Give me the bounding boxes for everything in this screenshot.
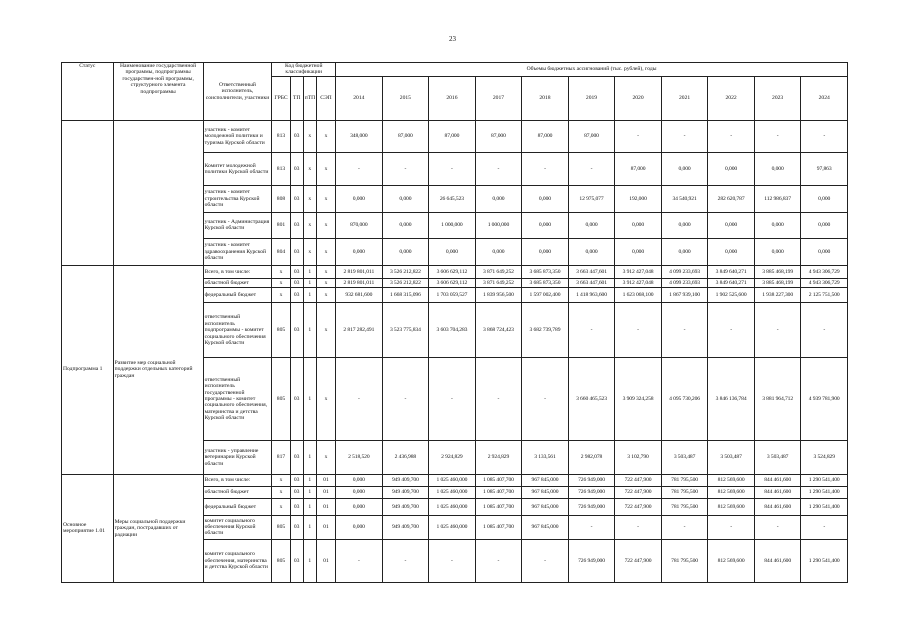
value-cell: 1 085 407,700	[475, 499, 522, 515]
value-cell: 4 943 306,729	[801, 278, 848, 287]
value-cell: -	[336, 153, 383, 186]
grbs-cell: 805	[272, 515, 290, 539]
value-cell: 0,000	[708, 239, 755, 266]
value-cell: 1 597 002,400	[522, 288, 569, 303]
value-cell: 3 523 775,834	[382, 303, 429, 358]
ptp-cell: 1	[303, 499, 316, 515]
header-tp: ТП	[290, 76, 303, 120]
header-year: 2018	[522, 76, 569, 120]
value-cell: -	[708, 303, 755, 358]
sep-cell: х	[316, 239, 335, 266]
status-cell: Основное мероприятие 1.01	[62, 474, 114, 582]
value-cell: 3 526 212,822	[382, 278, 429, 287]
grbs-cell: х	[272, 474, 290, 486]
executor-cell: комитет социального обеспечения Курской области	[203, 515, 272, 539]
value-cell: -	[382, 153, 429, 186]
executor-cell: участник - комитет молодежной политики и туризма Курской области	[203, 120, 272, 153]
header-executor: Ответственный исполнитель, соисполнители, участники	[203, 63, 272, 121]
tp-cell: 03	[290, 358, 303, 441]
value-cell: 0,000	[801, 186, 848, 213]
value-cell: 3 871 649,252	[475, 278, 522, 287]
value-cell: 2 125 751,500	[801, 288, 848, 303]
value-cell: 0,000	[382, 186, 429, 213]
tp-cell: 03	[290, 153, 303, 186]
value-cell: 3 606 629,112	[429, 265, 476, 278]
sep-cell: 01	[316, 474, 335, 486]
value-cell: -	[429, 540, 476, 583]
value-cell: 0,000	[754, 212, 801, 239]
table-row	[62, 120, 848, 153]
value-cell: -	[801, 303, 848, 358]
value-cell: 112 986,837	[754, 186, 801, 213]
value-cell: 0,000	[801, 239, 848, 266]
value-cell: 0,000	[754, 239, 801, 266]
value-cell: 3 885 468,199	[754, 278, 801, 287]
header-year: 2019	[568, 76, 615, 120]
value-cell: -	[661, 120, 708, 153]
header-status: Статус	[62, 63, 114, 121]
value-cell: -	[429, 153, 476, 186]
value-cell: 1 290 541,400	[801, 474, 848, 486]
value-cell: -	[568, 515, 615, 539]
value-cell: -	[336, 358, 383, 441]
value-cell: 781 795,500	[661, 474, 708, 486]
value-cell: 3 503,487	[708, 441, 755, 475]
sep-cell: х	[316, 120, 335, 153]
name-cell: Меры социальной поддержки граждан, пострадавших от радиации	[113, 474, 203, 582]
tp-cell: 03	[290, 499, 303, 515]
grbs-cell: 813	[272, 120, 290, 153]
value-cell: 4 095 730,206	[661, 358, 708, 441]
value-cell: 949 409,700	[382, 474, 429, 486]
value-cell: 87,000	[429, 120, 476, 153]
value-cell: 967 845,000	[522, 499, 569, 515]
sep-cell: х	[316, 265, 335, 278]
value-cell: 87,000	[522, 120, 569, 153]
header-year: 2017	[475, 76, 522, 120]
value-cell: 1 290 541,400	[801, 499, 848, 515]
executor-cell: участник - Администрация Курской области	[203, 212, 272, 239]
ptp-cell: 1	[303, 540, 316, 583]
sep-cell: 01	[316, 515, 335, 539]
value-cell: 726 949,000	[568, 486, 615, 498]
sep-cell: х	[316, 153, 335, 186]
value-cell: 282 620,787	[708, 186, 755, 213]
value-cell: 1 902 525,600	[708, 288, 755, 303]
value-cell: -	[801, 515, 848, 539]
ptp-cell: 1	[303, 288, 316, 303]
tp-cell: 03	[290, 288, 303, 303]
value-cell: -	[754, 515, 801, 539]
grbs-cell: х	[272, 265, 290, 278]
grbs-cell: 805	[272, 358, 290, 441]
sep-cell: х	[316, 278, 335, 287]
value-cell: 1 623 068,100	[615, 288, 662, 303]
value-cell: 3 503,487	[754, 441, 801, 475]
ptp-cell: х	[303, 239, 316, 266]
sep-cell: х	[316, 358, 335, 441]
value-cell: 949 409,700	[382, 486, 429, 498]
grbs-cell: 801	[272, 212, 290, 239]
ptp-cell: х	[303, 120, 316, 153]
value-cell: 4 099 233,693	[661, 278, 708, 287]
value-cell: -	[475, 358, 522, 441]
sep-cell: х	[316, 303, 335, 358]
executor-cell: федеральный бюджет	[203, 499, 272, 515]
value-cell: 1 085 407,700	[475, 474, 522, 486]
tp-cell: 03	[290, 441, 303, 475]
value-cell: -	[475, 540, 522, 583]
grbs-cell: 805	[272, 540, 290, 583]
value-cell: 0,000	[801, 212, 848, 239]
executor-cell: ответственный исполнитель государственной программы - комитет социального обеспечения, материнства и детства Курской области	[203, 358, 272, 441]
value-cell: 3 524,829	[801, 441, 848, 475]
value-cell: -	[661, 515, 708, 539]
sep-cell: 01	[316, 540, 335, 583]
value-cell: 1 025 460,000	[429, 499, 476, 515]
status-cell: Подпрограмма 1	[62, 265, 114, 474]
ptp-cell: 1	[303, 441, 316, 475]
value-cell: 0,000	[522, 239, 569, 266]
value-cell: -	[708, 120, 755, 153]
value-cell: 967 845,000	[522, 474, 569, 486]
value-cell: 3 849 640,271	[708, 265, 755, 278]
value-cell: 3 885 468,199	[754, 265, 801, 278]
executor-cell: комитет социального обеспечения, материнства и детства Курской области	[203, 540, 272, 583]
ptp-cell: х	[303, 212, 316, 239]
value-cell: 1 867 939,100	[661, 288, 708, 303]
value-cell: 3 912 427,048	[615, 278, 662, 287]
value-cell: 812 569,600	[708, 540, 755, 583]
value-cell: 0,000	[475, 186, 522, 213]
value-cell: 2 436,988	[382, 441, 429, 475]
header-sep: СЭП	[316, 76, 335, 120]
value-cell: 2 982,078	[568, 441, 615, 475]
grbs-cell: х	[272, 278, 290, 287]
header-year: 2020	[615, 76, 662, 120]
grbs-cell: 817	[272, 441, 290, 475]
value-cell: 844 461,600	[754, 499, 801, 515]
value-cell: 812 569,600	[708, 474, 755, 486]
ptp-cell: х	[303, 186, 316, 213]
executor-cell: Всего, в том числе:	[203, 474, 272, 486]
value-cell: -	[615, 303, 662, 358]
value-cell: 3 682 739,789	[522, 303, 569, 358]
grbs-cell: х	[272, 486, 290, 498]
value-cell: 0,000	[568, 239, 615, 266]
value-cell: 12 975,077	[568, 186, 615, 213]
value-cell: 0,000	[336, 474, 383, 486]
value-cell: 1 290 541,400	[801, 486, 848, 498]
value-cell: 1 000,000	[475, 212, 522, 239]
value-cell: -	[801, 120, 848, 153]
value-cell: 0,000	[661, 239, 708, 266]
value-cell: 3 868 724,423	[475, 303, 522, 358]
value-cell: 1 290 541,400	[801, 540, 848, 583]
ptp-cell: 1	[303, 278, 316, 287]
value-cell: 0,000	[615, 239, 662, 266]
value-cell: 3 663 447,601	[568, 265, 615, 278]
value-cell: 1 085 407,700	[475, 486, 522, 498]
value-cell: 0,000	[522, 212, 569, 239]
value-cell: 0,000	[336, 515, 383, 539]
value-cell: 2 819 801,011	[336, 278, 383, 287]
value-cell: -	[754, 120, 801, 153]
value-cell: 3 846 136,784	[708, 358, 755, 441]
value-cell: 3 685 873,350	[522, 278, 569, 287]
value-cell: 812 569,600	[708, 499, 755, 515]
executor-cell: Всего, в том числе:	[203, 265, 272, 278]
value-cell: 949 409,700	[382, 515, 429, 539]
value-cell: 949 409,700	[382, 499, 429, 515]
value-cell: 0,000	[382, 239, 429, 266]
value-cell: 1 000,000	[429, 212, 476, 239]
value-cell: 3 881 964,712	[754, 358, 801, 441]
executor-cell: ответственный исполнитель подпрограммы - комитет социального обеспечения Курской области	[203, 303, 272, 358]
tp-cell: 03	[290, 486, 303, 498]
header-year: 2014	[336, 76, 383, 120]
value-cell: 3 912 427,048	[615, 265, 662, 278]
value-cell: 726 949,000	[568, 474, 615, 486]
value-cell: 3 871 649,252	[475, 265, 522, 278]
sep-cell: х	[316, 212, 335, 239]
value-cell: 34 540,921	[661, 186, 708, 213]
value-cell: 0,000	[661, 212, 708, 239]
value-cell: 87,000	[475, 120, 522, 153]
header-year: 2015	[382, 76, 429, 120]
value-cell: 1 668 315,096	[382, 288, 429, 303]
value-cell: 3 606 629,112	[429, 278, 476, 287]
value-cell: 0,000	[382, 212, 429, 239]
value-cell: 932 681,600	[336, 288, 383, 303]
header-year: 2022	[708, 76, 755, 120]
value-cell: 0,000	[336, 486, 383, 498]
value-cell: 0,000	[475, 239, 522, 266]
tp-cell: 03	[290, 303, 303, 358]
value-cell: 781 795,500	[661, 540, 708, 583]
value-cell: 1 938 227,300	[754, 288, 801, 303]
value-cell: -	[615, 120, 662, 153]
value-cell: 0,000	[661, 153, 708, 186]
value-cell: 0,000	[336, 186, 383, 213]
ptp-cell: 1	[303, 474, 316, 486]
table-row	[62, 265, 848, 278]
value-cell: 4 099 233,693	[661, 265, 708, 278]
value-cell: 2 924,829	[475, 441, 522, 475]
value-cell: -	[522, 540, 569, 583]
table-row	[62, 474, 848, 486]
value-cell: 3 603 704,283	[429, 303, 476, 358]
value-cell: 4 943 306,729	[801, 265, 848, 278]
value-cell: 722 447,900	[615, 499, 662, 515]
value-cell: 26 645,523	[429, 186, 476, 213]
value-cell: 0,000	[336, 239, 383, 266]
value-cell: 87,000	[615, 153, 662, 186]
value-cell: 781 795,500	[661, 499, 708, 515]
value-cell: 348,000	[336, 120, 383, 153]
status-cell	[62, 120, 114, 265]
value-cell: 3 685 873,350	[522, 265, 569, 278]
sep-cell: х	[316, 288, 335, 303]
executor-cell: участник - управление ветеринарии Курской области	[203, 441, 272, 475]
value-cell: -	[661, 303, 708, 358]
value-cell: 3 102,790	[615, 441, 662, 475]
value-cell: -	[522, 358, 569, 441]
value-cell: -	[429, 358, 476, 441]
value-cell: 2 819 801,011	[336, 265, 383, 278]
value-cell: 4 939 781,900	[801, 358, 848, 441]
value-cell: 0,000	[568, 212, 615, 239]
value-cell: 726 949,000	[568, 540, 615, 583]
executor-cell: областной бюджет	[203, 278, 272, 287]
value-cell: 967 845,000	[522, 486, 569, 498]
value-cell: 967 845,000	[522, 515, 569, 539]
value-cell: 0,000	[708, 212, 755, 239]
grbs-cell: 808	[272, 186, 290, 213]
sep-cell: х	[316, 186, 335, 213]
value-cell: -	[475, 153, 522, 186]
tp-cell: 03	[290, 265, 303, 278]
value-cell: 2 817 282,491	[336, 303, 383, 358]
value-cell: 3 849 640,271	[708, 278, 755, 287]
value-cell: -	[754, 303, 801, 358]
header-year: 2023	[754, 76, 801, 120]
value-cell: 97,863	[801, 153, 848, 186]
value-cell: 726 949,000	[568, 499, 615, 515]
header-year: 2021	[661, 76, 708, 120]
name-cell: Развитие мер социальной поддержки отдельных категорий граждан	[113, 265, 203, 474]
value-cell: 844 461,600	[754, 474, 801, 486]
tp-cell: 03	[290, 186, 303, 213]
value-cell: -	[568, 303, 615, 358]
value-cell: 3 660 465,523	[568, 358, 615, 441]
grbs-cell: х	[272, 288, 290, 303]
value-cell: 192,000	[615, 186, 662, 213]
sep-cell: 01	[316, 499, 335, 515]
value-cell: 1 025 460,000	[429, 486, 476, 498]
tp-cell: 03	[290, 474, 303, 486]
header-grbs: ГРБС	[272, 76, 290, 120]
sep-cell: 01	[316, 486, 335, 498]
value-cell: 1 418 963,600	[568, 288, 615, 303]
value-cell: 2 518,520	[336, 441, 383, 475]
ptp-cell: х	[303, 153, 316, 186]
value-cell: 1 025 460,000	[429, 474, 476, 486]
value-cell: 844 461,600	[754, 540, 801, 583]
tp-cell: 03	[290, 278, 303, 287]
value-cell: 0,000	[708, 153, 755, 186]
value-cell: 0,000	[754, 153, 801, 186]
value-cell: 781 795,500	[661, 486, 708, 498]
value-cell: 812 569,600	[708, 486, 755, 498]
value-cell: 870,000	[336, 212, 383, 239]
value-cell: 844 461,600	[754, 486, 801, 498]
page-number: 23	[449, 35, 456, 43]
ptp-cell: 1	[303, 303, 316, 358]
value-cell: 722 447,900	[615, 474, 662, 486]
value-cell: -	[615, 515, 662, 539]
value-cell: 0,000	[522, 186, 569, 213]
value-cell: 3 909 324,258	[615, 358, 662, 441]
value-cell: -	[382, 358, 429, 441]
value-cell: 3 133,561	[522, 441, 569, 475]
header-budget-code: Код бюджетной классификации	[272, 63, 336, 77]
ptp-cell: 1	[303, 515, 316, 539]
tp-cell: 03	[290, 212, 303, 239]
name-cell	[113, 120, 203, 265]
sep-cell: х	[316, 441, 335, 475]
header-name: Наименование государственной программы, подпрограммы государствен-ной программы, структурного элемента подпрограммы	[113, 63, 203, 121]
value-cell: -	[336, 540, 383, 583]
executor-cell: федеральный бюджет	[203, 288, 272, 303]
executor-cell: Комитет молодежной политики Курской области	[203, 153, 272, 186]
value-cell: -	[382, 540, 429, 583]
executor-cell: участник - комитет здравоохранения Курской области	[203, 239, 272, 266]
value-cell: 1 025 460,000	[429, 515, 476, 539]
value-cell: -	[568, 153, 615, 186]
value-cell: 1 085 407,700	[475, 515, 522, 539]
tp-cell: 03	[290, 515, 303, 539]
value-cell: 722 447,900	[615, 540, 662, 583]
header-year: 2016	[429, 76, 476, 120]
value-cell: 722 447,900	[615, 486, 662, 498]
tp-cell: 03	[290, 540, 303, 583]
header-volumes: Объемы бюджетных ассигнований (тыс. рублей), годы	[336, 63, 848, 77]
header-year: 2024	[801, 76, 848, 120]
grbs-cell: 813	[272, 153, 290, 186]
value-cell: 87,000	[568, 120, 615, 153]
value-cell: 0,000	[336, 499, 383, 515]
value-cell: 0,000	[615, 212, 662, 239]
tp-cell: 03	[290, 120, 303, 153]
value-cell: 87,000	[382, 120, 429, 153]
grbs-cell: х	[272, 499, 290, 515]
value-cell: 3 526 212,822	[382, 265, 429, 278]
value-cell: 1 839 956,500	[475, 288, 522, 303]
value-cell: 3 663 447,601	[568, 278, 615, 287]
tp-cell: 03	[290, 239, 303, 266]
executor-cell: областной бюджет	[203, 486, 272, 498]
executor-cell: участник - комитет строительства Курской области	[203, 186, 272, 213]
ptp-cell: 1	[303, 486, 316, 498]
grbs-cell: 805	[272, 303, 290, 358]
header-ptp: пТП	[303, 76, 316, 120]
ptp-cell: 1	[303, 358, 316, 441]
table-body	[62, 120, 848, 582]
value-cell: 1 703 059,527	[429, 288, 476, 303]
value-cell: 3 503,487	[661, 441, 708, 475]
budget-table	[61, 62, 848, 583]
value-cell: -	[708, 515, 755, 539]
value-cell: -	[522, 153, 569, 186]
value-cell: 0,000	[429, 239, 476, 266]
grbs-cell: 804	[272, 239, 290, 266]
ptp-cell: 1	[303, 265, 316, 278]
value-cell: 2 924,829	[429, 441, 476, 475]
